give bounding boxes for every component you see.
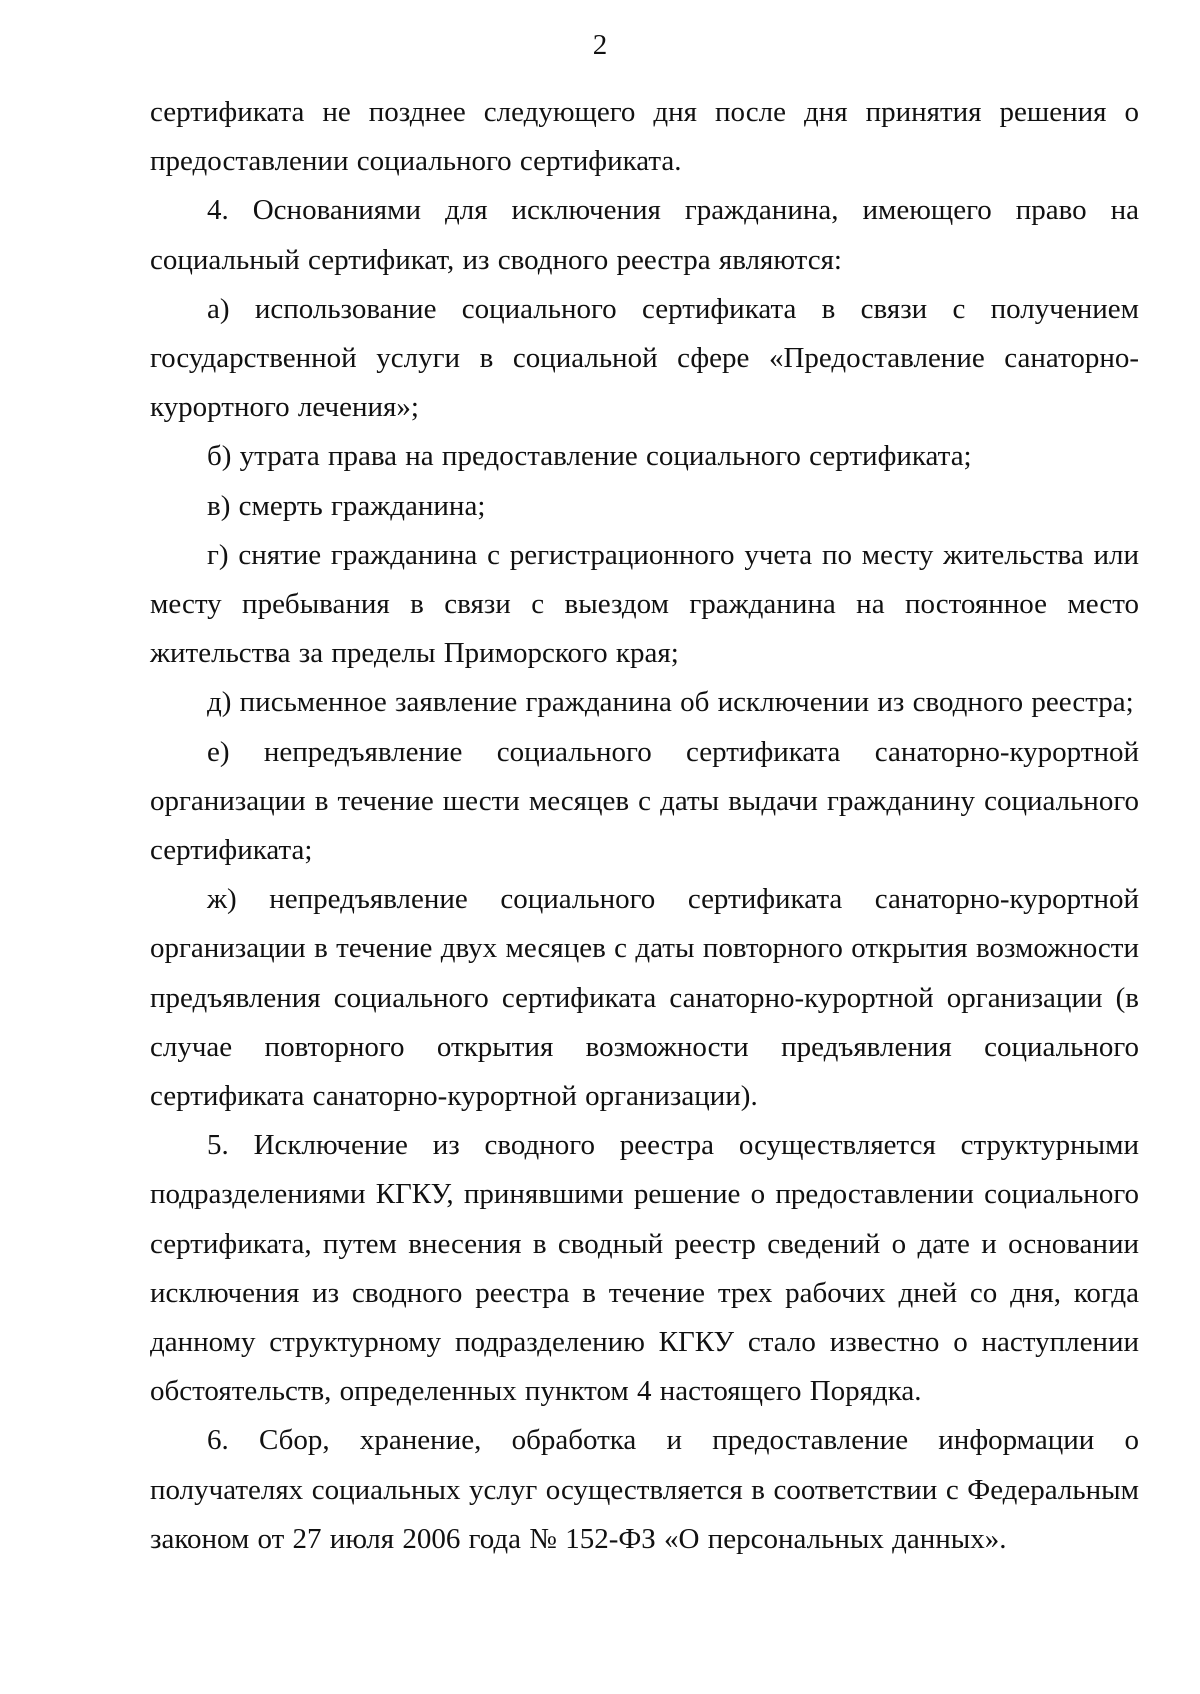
page-number: 2 <box>592 29 608 61</box>
paragraph-item-5: 5. Исключение из сводного реестра осуществляется структурными подразделениями КГКУ, принявшими решение о предоставлении социального сертификата, путем внесения в сводный реестр сведений о дате и основании исключения из сводного реестра в течение трех рабочих дней со дня, когда данному структурному подразделению КГКУ стало известно о наступлении обстоятельств, определенных пунктом 4 настоящего Порядка. <box>150 1129 1139 1408</box>
paragraph-subitem-d: д) письменное заявление гражданина об исключении из сводного реестра; <box>207 686 1134 719</box>
paragraph-continuation: сертификата не позднее следующего дня после дня принятия решения о предоставлении социального сертификата. <box>150 96 1139 178</box>
paragraph-subitem-g: г) снятие гражданина с регистрационного учета по месту жительства или месту пребывания в связи с выездом гражданина на постоянное место жительства за пределы Приморского края; <box>150 538 1139 670</box>
paragraph-item-4: 4. Основаниями для исключения гражданина, имеющего право на социальный сертификат, из сводного реестра являются: <box>150 194 1139 276</box>
paragraph-subitem-e: е) непредъявление социального сертификата санаторно-курортной организации в течение шести месяцев с даты выдачи гражданину социального сертификата; <box>150 735 1139 867</box>
document-body <box>150 88 1139 1564</box>
paragraph-subitem-v: в) смерть гражданина; <box>207 489 486 522</box>
paragraph-subitem-b: б) утрата права на предоставление социального сертификата; <box>207 440 972 473</box>
paragraph-subitem-zh: ж) непредъявление социального сертификата санаторно-курортной организации в течение двух месяцев с даты повторного открытия возможности предъявления социального сертификата санаторно-курортной организации (в случае повторного открытия возможности предъявления социального сертификата санаторно-курортной организации). <box>150 883 1139 1113</box>
paragraph-item-6: 6. Сбор, хранение, обработка и предоставление информации о получателях социальных услуг осуществляется в соответствии с Федеральным законом от 27 июля 2006 года № 152-ФЗ «О персональных данных». <box>150 1424 1139 1555</box>
paragraph-subitem-a: а) использование социального сертификата в связи с получением государственной услуги в социальной сфере «Предоставление санаторно-курортного лечения»; <box>150 292 1139 424</box>
